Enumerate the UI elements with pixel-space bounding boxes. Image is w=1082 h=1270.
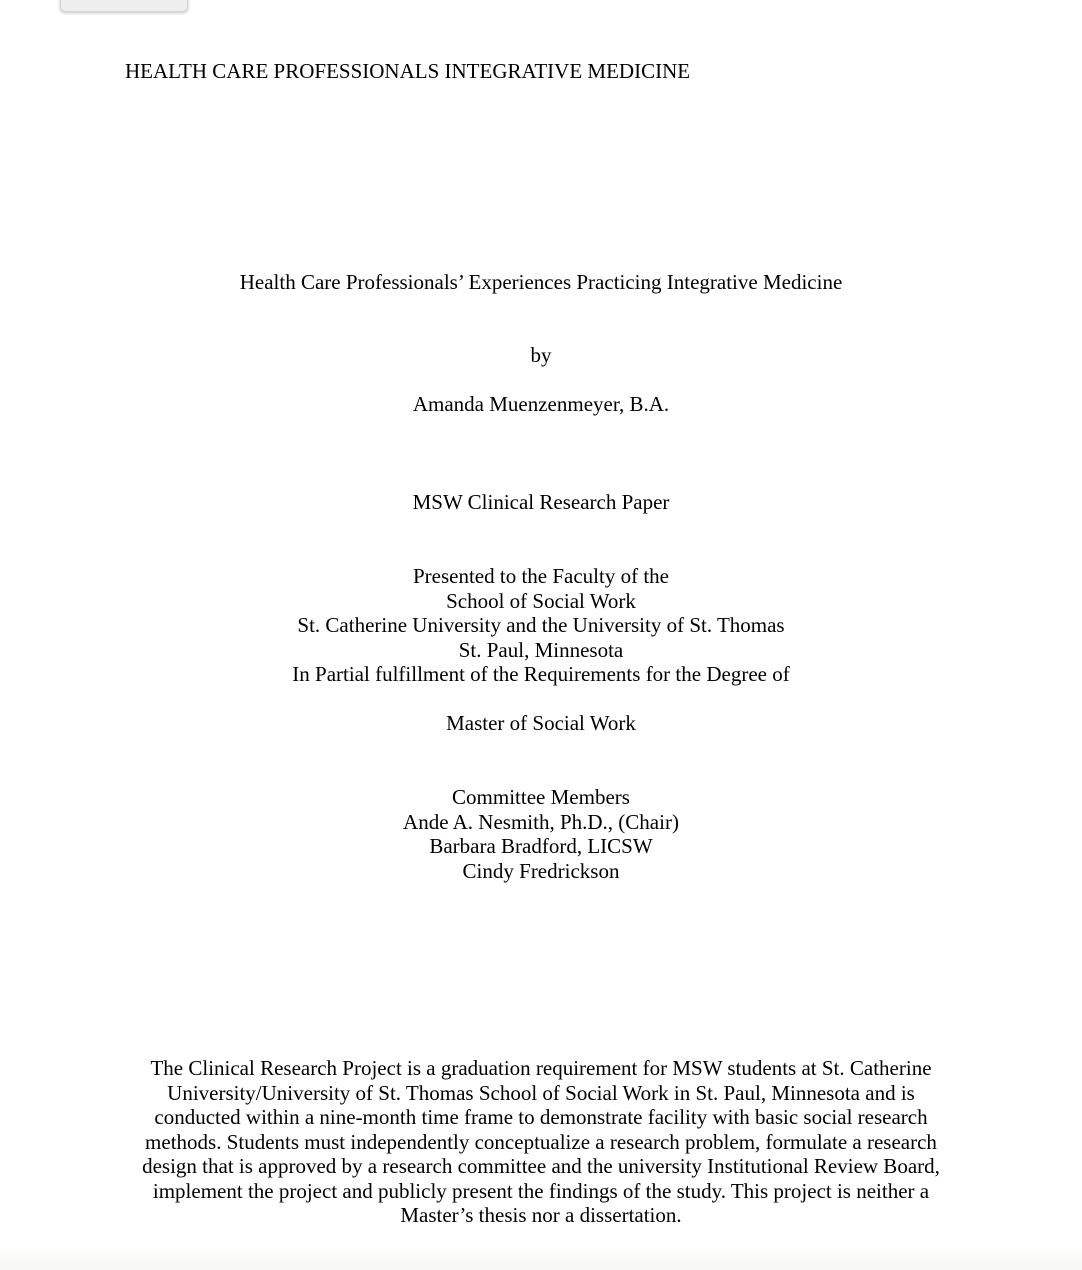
running-head: HEALTH CARE PROFESSIONALS INTEGRATIVE MEDICINE — [125, 59, 691, 83]
paper-title: Health Care Professionals’ Experiences Practicing Integrative Medicine — [239, 270, 843, 294]
committee-heading: Committee Members — [452, 785, 630, 809]
presentation-block — [0, 564, 1082, 687]
viewer-toolbar-tab[interactable] — [60, 0, 188, 12]
committee-block — [0, 785, 1082, 883]
presentation-line: In Partial fulfillment of the Requirements for the Degree of — [292, 662, 790, 686]
author-name: Amanda Muenzenmeyer, B.A. — [412, 392, 670, 416]
committee-member: Ande A. Nesmith, Ph.D., (Chair) — [403, 809, 679, 834]
degree-name: Master of Social Work — [446, 711, 636, 735]
presentation-line: St. Catherine University and the University of St. Thomas — [297, 613, 785, 637]
presentation-line: St. Paul, Minnesota — [458, 637, 624, 662]
paper-type: MSW Clinical Research Paper — [412, 490, 670, 514]
committee-member: Cindy Fredrickson — [462, 858, 620, 883]
page-bottom-edge — [0, 1248, 1082, 1270]
committee-member: Barbara Bradford, LICSW — [429, 834, 653, 858]
presentation-line: School of Social Work — [446, 588, 636, 613]
disclaimer-paragraph: The Clinical Research Project is a graduation requirement for MSW students at St. Catherine University/University of St. Thomas School of Social Work in St. Paul, Minnesota and is conducted within a nine-month time frame to demonstrate facility with basic social research methods. Students must independently conceptualize a research problem, formulate a research design that is approved by a research committee and the university Institutional Review Board, implement the project and publicly present the findings of the study. This project is neither a Master’s thesis nor a dissertation. — [142, 1056, 940, 1227]
by-line: by — [530, 343, 552, 367]
presentation-line: Presented to the Faculty of the — [412, 564, 670, 588]
